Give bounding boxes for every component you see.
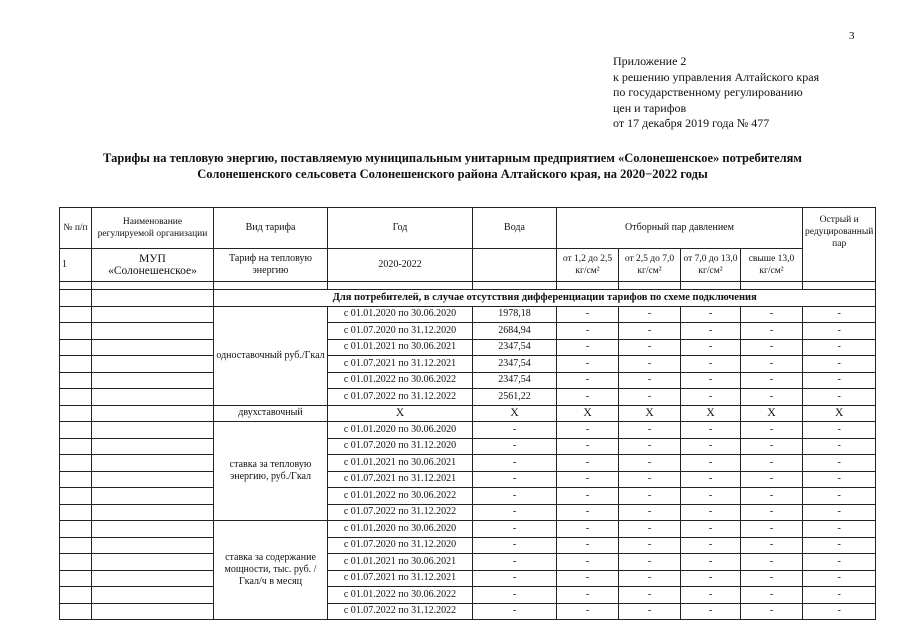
table-row [60, 603, 876, 620]
table-row [60, 488, 876, 505]
period-cell: с 01.01.2022 по 30.06.2022 [328, 488, 473, 505]
period-cell: с 01.01.2022 по 30.06.2022 [328, 372, 473, 389]
value-cell: - [741, 488, 803, 505]
value-cell: - [681, 587, 741, 604]
period-cell: с 01.07.2022 по 31.12.2022 [328, 603, 473, 620]
value-cell: - [803, 323, 876, 340]
table-row [60, 455, 876, 472]
energy-rate-label: ставка за тепловую энергию, руб./Гкал [214, 422, 328, 521]
appendix-line: Приложение 2 [613, 54, 687, 68]
value-cell: X [619, 405, 681, 422]
value-cell: - [803, 603, 876, 620]
value-cell: - [681, 603, 741, 620]
empty-cell [60, 306, 92, 323]
value-cell: - [557, 587, 619, 604]
value-cell: - [557, 504, 619, 521]
header-water: Вода [473, 208, 557, 249]
empty-cell [60, 554, 92, 571]
empty-cell [92, 356, 214, 373]
table-row [60, 356, 876, 373]
value-cell: - [803, 422, 876, 439]
empty-cell [60, 455, 92, 472]
value-cell: 2347,54 [473, 339, 557, 356]
header-steam: Отборный пар давлением [557, 208, 803, 249]
value-cell: - [741, 521, 803, 538]
value-cell: - [741, 372, 803, 389]
gap-cell [681, 282, 741, 290]
table-row [60, 537, 876, 554]
gap-cell [473, 282, 557, 290]
empty-cell [92, 455, 214, 472]
empty-cell [60, 603, 92, 620]
value-cell: - [619, 339, 681, 356]
empty-cell [60, 521, 92, 538]
title-line-1: Тарифы на тепловую энергию, поставляемую муниципальным унитарным предприятием «Солонешенское» потребителям [103, 151, 802, 165]
empty-cell [92, 422, 214, 439]
period-cell: с 01.01.2022 по 30.06.2022 [328, 587, 473, 604]
gap-cell [328, 282, 473, 290]
period-cell: с 01.07.2021 по 31.12.2021 [328, 356, 473, 373]
table-row [60, 405, 876, 422]
value-cell: - [619, 389, 681, 406]
value-cell: - [741, 471, 803, 488]
value-cell: - [803, 488, 876, 505]
header-pressure-2: от 2,5 до 7,0 кг/см² [619, 249, 681, 282]
table-row [60, 471, 876, 488]
value-cell: - [741, 438, 803, 455]
value-cell: - [681, 372, 741, 389]
empty-cell [92, 488, 214, 505]
period-cell: с 01.01.2020 по 30.06.2020 [328, 306, 473, 323]
title-line-2: Солонешенского сельсовета Солонешенского района Алтайского края, на 2020−2022 годы [197, 167, 708, 181]
tariff-table [59, 207, 876, 620]
value-cell: - [681, 537, 741, 554]
value-cell: - [741, 504, 803, 521]
value-cell: - [557, 471, 619, 488]
value-cell: - [741, 570, 803, 587]
value-cell: X [328, 405, 473, 422]
value-cell: - [473, 554, 557, 571]
value-cell: 2561,22 [473, 389, 557, 406]
value-cell: - [619, 504, 681, 521]
empty-cell [92, 570, 214, 587]
gap-cell [803, 282, 876, 290]
gap-cell [214, 282, 328, 290]
value-cell: - [619, 521, 681, 538]
value-cell: 2347,54 [473, 372, 557, 389]
value-cell: - [557, 455, 619, 472]
value-cell: - [557, 603, 619, 620]
value-cell: - [741, 339, 803, 356]
empty-cell [60, 389, 92, 406]
value-cell: 2347,54 [473, 356, 557, 373]
org-num: 1 [60, 249, 92, 282]
empty-cell [92, 323, 214, 340]
value-cell: - [473, 488, 557, 505]
section-heading: Для потребителей, в случае отсутствия дифференциации тарифов по схеме подключения [214, 290, 876, 307]
value-cell: - [741, 323, 803, 340]
value-cell: - [681, 438, 741, 455]
value-cell: - [473, 570, 557, 587]
value-cell: - [803, 471, 876, 488]
empty-cell [92, 471, 214, 488]
value-cell: - [619, 471, 681, 488]
empty-cell [92, 554, 214, 571]
value-cell: - [557, 488, 619, 505]
gap-cell [741, 282, 803, 290]
value-cell: - [473, 603, 557, 620]
value-cell: - [803, 537, 876, 554]
value-cell: - [473, 455, 557, 472]
value-cell: - [681, 455, 741, 472]
value-cell: - [741, 587, 803, 604]
value-cell: - [619, 455, 681, 472]
table-row [60, 570, 876, 587]
appendix-block [613, 54, 819, 132]
value-cell: - [557, 570, 619, 587]
value-cell: - [681, 488, 741, 505]
value-cell: - [681, 323, 741, 340]
capacity-rate-label: ставка за содержание мощности, тыс. руб. /Гкал/ч в месяц [214, 521, 328, 620]
empty-cell [92, 290, 214, 307]
empty-cell [60, 405, 92, 422]
empty-cell [92, 306, 214, 323]
value-cell: - [619, 554, 681, 571]
empty-cell [92, 405, 214, 422]
empty-cell [60, 471, 92, 488]
empty-cell [92, 372, 214, 389]
period-cell: с 01.07.2022 по 31.12.2022 [328, 504, 473, 521]
value-cell: 1978,18 [473, 306, 557, 323]
value-cell: - [681, 339, 741, 356]
page-number: 3 [849, 30, 855, 42]
value-cell: - [619, 422, 681, 439]
value-cell: - [473, 587, 557, 604]
table-row [60, 306, 876, 323]
table-row [60, 422, 876, 439]
value-cell: - [557, 438, 619, 455]
value-cell: - [681, 356, 741, 373]
header-num: № п/п [60, 208, 92, 249]
value-cell: - [681, 554, 741, 571]
appendix-line: от 17 декабря 2019 года № 477 [613, 116, 770, 130]
value-cell: - [803, 438, 876, 455]
gap-cell [619, 282, 681, 290]
value-cell: - [473, 504, 557, 521]
header-sharp-steam: Острый и редуцированный пар [803, 208, 876, 282]
table-row [60, 339, 876, 356]
value-cell: - [741, 603, 803, 620]
header-pressure-4: свыше 13,0 кг/см² [741, 249, 803, 282]
table-row [60, 323, 876, 340]
table-row [60, 504, 876, 521]
period-cell: с 01.07.2020 по 31.12.2020 [328, 323, 473, 340]
header-pressure-3: от 7,0 до 13,0 кг/см² [681, 249, 741, 282]
org-water [473, 249, 557, 282]
value-cell: - [473, 521, 557, 538]
value-cell: X [741, 405, 803, 422]
value-cell: - [557, 537, 619, 554]
two-rate-label: двухставочный [214, 405, 328, 422]
value-cell: - [557, 323, 619, 340]
gap-cell [92, 282, 214, 290]
value-cell: - [473, 422, 557, 439]
value-cell: - [681, 306, 741, 323]
appendix-line: к решению управления Алтайского края [613, 69, 820, 84]
period-cell: с 01.01.2021 по 30.06.2021 [328, 554, 473, 571]
value-cell: - [803, 554, 876, 571]
empty-cell [60, 323, 92, 340]
period-cell: с 01.01.2021 по 30.06.2021 [328, 339, 473, 356]
value-cell: 2684,94 [473, 323, 557, 340]
value-cell: - [473, 537, 557, 554]
empty-cell [60, 587, 92, 604]
document-title [40, 150, 865, 182]
header-tariff-type: Вид тарифа [214, 208, 328, 249]
value-cell: - [803, 306, 876, 323]
empty-cell [92, 537, 214, 554]
empty-cell [92, 389, 214, 406]
value-cell: - [473, 471, 557, 488]
value-cell: - [619, 356, 681, 373]
value-cell: - [557, 372, 619, 389]
org-name: МУП «Солонешенское» [92, 249, 214, 282]
value-cell: - [681, 570, 741, 587]
value-cell: - [619, 537, 681, 554]
value-cell: X [473, 405, 557, 422]
value-cell: - [681, 422, 741, 439]
value-cell: - [619, 570, 681, 587]
empty-cell [60, 537, 92, 554]
one-rate-label: одноставочный руб./Гкал [214, 306, 328, 405]
value-cell: - [557, 422, 619, 439]
value-cell: X [803, 405, 876, 422]
table-row [60, 587, 876, 604]
empty-cell [60, 488, 92, 505]
value-cell: - [803, 587, 876, 604]
header-year: Год [328, 208, 473, 249]
table-row [60, 438, 876, 455]
period-cell: с 01.01.2020 по 30.06.2020 [328, 422, 473, 439]
period-cell: с 01.07.2021 по 31.12.2021 [328, 570, 473, 587]
empty-cell [60, 339, 92, 356]
value-cell: - [619, 587, 681, 604]
period-cell: с 01.07.2021 по 31.12.2021 [328, 471, 473, 488]
empty-cell [60, 438, 92, 455]
empty-cell [92, 521, 214, 538]
empty-cell [60, 290, 92, 307]
value-cell: - [741, 306, 803, 323]
value-cell: - [557, 306, 619, 323]
table-row [60, 521, 876, 538]
value-cell: - [557, 356, 619, 373]
table-row [60, 389, 876, 406]
empty-cell [92, 339, 214, 356]
value-cell: - [741, 455, 803, 472]
value-cell: - [803, 389, 876, 406]
appendix-line: по государственному регулированию [613, 85, 803, 99]
value-cell: - [619, 372, 681, 389]
period-cell: с 01.07.2020 по 31.12.2020 [328, 438, 473, 455]
empty-cell [92, 504, 214, 521]
value-cell: - [803, 521, 876, 538]
value-cell: - [741, 422, 803, 439]
header-pressure-1: от 1,2 до 2,5 кг/см² [557, 249, 619, 282]
empty-cell [60, 504, 92, 521]
value-cell: - [619, 306, 681, 323]
value-cell: - [619, 438, 681, 455]
empty-cell [60, 570, 92, 587]
org-years: 2020-2022 [328, 249, 473, 282]
value-cell: - [803, 570, 876, 587]
value-cell: - [741, 537, 803, 554]
value-cell: - [741, 389, 803, 406]
value-cell: - [557, 389, 619, 406]
org-tariff: Тариф на тепловую энергию [214, 249, 328, 282]
appendix-line: цен и тарифов [613, 100, 687, 115]
table-row [60, 554, 876, 571]
value-cell: - [681, 521, 741, 538]
empty-cell [92, 603, 214, 620]
value-cell: - [803, 372, 876, 389]
value-cell: - [741, 356, 803, 373]
value-cell: - [473, 438, 557, 455]
period-cell: с 01.07.2022 по 31.12.2022 [328, 389, 473, 406]
value-cell: X [681, 405, 741, 422]
period-cell: с 01.01.2021 по 30.06.2021 [328, 455, 473, 472]
empty-cell [60, 422, 92, 439]
value-cell: - [619, 603, 681, 620]
value-cell: - [803, 504, 876, 521]
empty-cell [60, 356, 92, 373]
table-row [60, 372, 876, 389]
value-cell: - [681, 471, 741, 488]
value-cell: - [619, 488, 681, 505]
empty-cell [60, 372, 92, 389]
value-cell: X [557, 405, 619, 422]
value-cell: - [803, 356, 876, 373]
value-cell: - [741, 554, 803, 571]
header-org: Наименование регулируемой организации [92, 208, 214, 249]
period-cell: с 01.07.2020 по 31.12.2020 [328, 537, 473, 554]
value-cell: - [803, 339, 876, 356]
period-cell: с 01.01.2020 по 30.06.2020 [328, 521, 473, 538]
gap-cell [557, 282, 619, 290]
value-cell: - [619, 323, 681, 340]
empty-cell [92, 587, 214, 604]
value-cell: - [681, 504, 741, 521]
empty-cell [92, 438, 214, 455]
value-cell: - [803, 455, 876, 472]
value-cell: - [557, 554, 619, 571]
value-cell: - [557, 339, 619, 356]
value-cell: - [681, 389, 741, 406]
value-cell: - [557, 521, 619, 538]
gap-cell [60, 282, 92, 290]
